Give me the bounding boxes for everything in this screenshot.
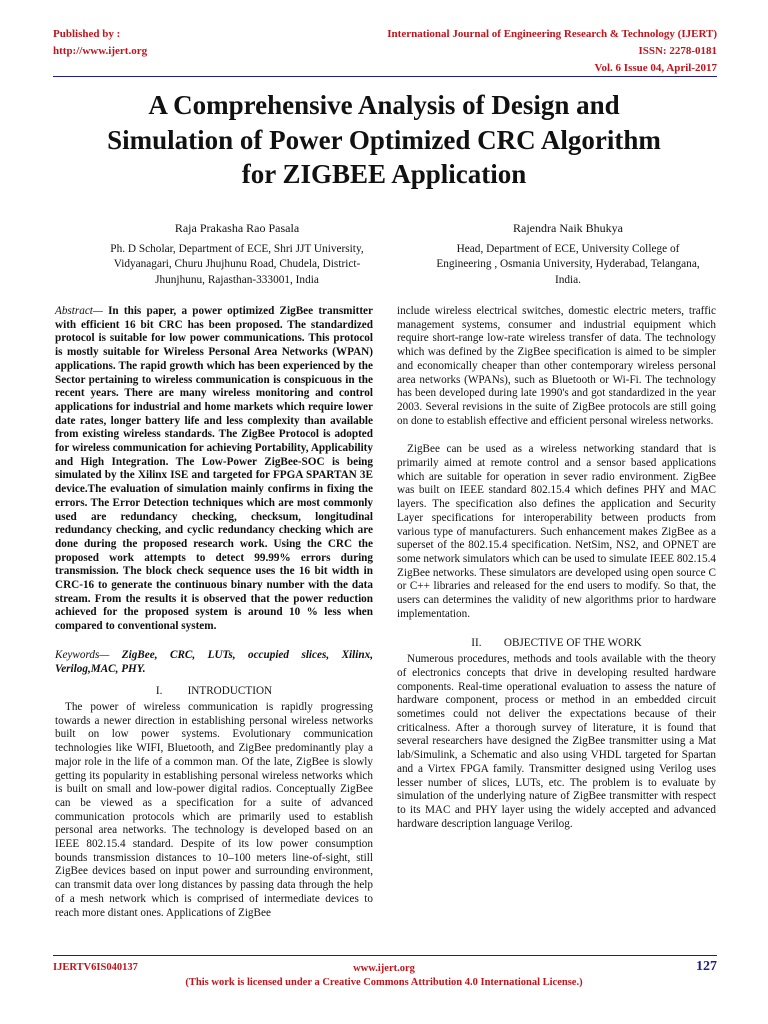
title-line-1: A Comprehensive Analysis of Design and bbox=[148, 90, 620, 120]
abstract-text: In this paper, a power optimized ZigBee transmitter with efficient 16 bit CRC has been proposed. The standardized protocol is suitable for low power communications. This protocol is mostly suitable for Wireless Personal Area Networks (WPAN) applications. The rapid growth which has been experienced by the Sector pertaining to wireless communication is conspicuous in the recent years. There are many wireless monitoring and control applications for industrial and home markets which require lower date rates, longer battery life and less complexity than available from existing wireless standards. The ZigBee Protocol is adopted for wireless communication for achieving Portability, Applicability and High Integration. The Low-Power ZigBee-SOC is being simulated by the Xilinx ISE and targeted for FPGA SPARTAN 3E device.The evaluation of simulation mainly confirms in fixing the errors. The Error Detection techniques which are most commonly used are redundancy checking, checksum, longitudinal redundancy checking, and cyclic redundancy checking which are done during the proposed research work. Using the CRC the proposed work attempts to detect 99.99% errors during transmission. The block check sequence uses the 16 bit width in CRC-16 to generate the continuous binary number with the data stream. From the results it is observed that the power reduction achieved for the proposed system is around 10 % less when compared to conventional system. bbox=[55, 305, 373, 633]
journal-url-link[interactable]: http://www.ijert.org bbox=[53, 45, 148, 57]
body-paragraph: ZigBee can be used as a wireless networking standard that is primarily aimed at remote control and a sensor based applications which are suitable for operation in sever radio environment. ZigBee was built on IEEE standard 802.15.4 which defines PHY and MAC layers. The specification also defines the application and Security Layer specifications for interoperability between products from various type of manufacturers. Such enhancement makes ZigBee as a superset of the 802.15.4 specification. NetSim, NS2, and OPNET are some network simulators which can be used to simulate IEEE 802.15.4 ZigBee networks. These simulators are developed using open source C or C++ libraries and released for the end users to modify. So that, the users can determines the validity of new algorithms prior to hardware implementation. bbox=[397, 443, 716, 620]
section-heading-objective: II. OBJECTIVE OF THE WORK bbox=[471, 637, 642, 650]
abstract-label: Abstract— bbox=[55, 305, 103, 317]
keywords-text: ZigBee, CRC, LUTs, occupied slices, Xilinx, Verilog,MAC, PHY. bbox=[55, 648, 373, 675]
author-name: Rajendra Naik Bhukya bbox=[513, 221, 623, 235]
title-line-3: for ZIGBEE Application bbox=[241, 159, 527, 189]
author-affiliation-line: Head, Department of ECE, University College of bbox=[456, 242, 680, 255]
author-block-1 bbox=[72, 221, 402, 288]
paper-title bbox=[40, 88, 728, 192]
author-block-2 bbox=[398, 221, 738, 288]
author-affiliation-line: Engineering , Osmania University, Hyderabad, Telangana, bbox=[436, 258, 700, 271]
header-divider bbox=[53, 76, 717, 77]
title-line-2: Simulation of Power Optimized CRC Algorithm bbox=[107, 124, 661, 155]
journal-name: International Journal of Engineering Research & Technology (IJERT) bbox=[387, 28, 717, 40]
published-by-label: Published by : bbox=[53, 28, 121, 40]
body-paragraph: include wireless electrical switches, domestic electric meters, traffic management systems, consumer and industrial equipment which require short-range low-rate wireless transfer of data. The technology which was defined by the ZigBee specification is aimed to be simpler and economically cheaper than other contemporary wireless personal area networks (WPANs), such as Bluetooth or Wi-Fi. The technology has been developed during late 1990's and got standardized in the year 2003. Several revisions in the suite of ZigBee protocols are still going on done to establish effective and efficient personal wireless networks. bbox=[397, 305, 716, 427]
objective-paragraph: Numerous procedures, methods and tools available with the theory of electronics concepts that drive in developing resulted hardware components. Real-time operational evaluation to assess the nature of hardware component, process or method in an embedded circuit sometimes could not deliver the expectations because of their criticalness. After a thorough survey of literature, it is found that several researchers have designed the ZigBee transmitter using a Mat lab/Simulink, a Schematic and also using VHDL targeted for Spartan and a Virtex FPGA family. Transmitter designed using Verilog uses lesser number of slices, LUTs, etc. The problem is to evaluate by simulation of the underlying nature of ZigBee transmitter with respect to its MAC and PHY layer using the widely accepted and advanced hardware description language Verilog. bbox=[397, 653, 716, 830]
footer-url-link[interactable]: www.ijert.org bbox=[353, 963, 415, 974]
issn: ISSN: 2278-0181 bbox=[638, 45, 717, 57]
keywords-label: Keywords— bbox=[55, 648, 110, 661]
left-column bbox=[55, 305, 373, 920]
license-note: (This work is licensed under a Creative Commons Attribution 4.0 International License.) bbox=[185, 977, 583, 988]
page-number: 127 bbox=[696, 959, 717, 974]
author-name: Raja Prakasha Rao Pasala bbox=[174, 221, 300, 235]
author-affiliation-line: Jhunjhunu, Rajasthan-333001, India bbox=[155, 273, 319, 286]
author-affiliation-line: India. bbox=[554, 273, 582, 286]
author-affiliation-line: Vidyanagari, Churu Jhujhunu Road, Chudela, District- bbox=[113, 258, 361, 271]
right-column bbox=[397, 305, 716, 831]
footer-divider bbox=[53, 955, 717, 956]
paper-id: IJERTV6IS040137 bbox=[53, 962, 138, 973]
header-left bbox=[53, 26, 147, 60]
introduction-paragraph: The power of wireless communication is rapidly progressing towards a newer direction in establishing personal wireless networks built on low power systems. Evolutionary communication technologies like WIFI, Bluetooth, and ZigBee predominantly play a major role in the life of a common man. Of the late, ZigBee is slowly getting its popularity in establishing personal wireless networks which is built on small and low-power digital radios. Conceptually ZigBee can be viewed as a specification for a suite of advanced communication protocols which are primarily used to establish personal area networks. The technology is developed based on an IEEE 802.15.4 standard. Despite of its low power consumption bounds transmission distances to 10–100 meters line-of-sight, still ZigBee devices based on input power and surrounding environment, can transmit data over long distances by passing data through the help of a mesh network which is comprised of intermediate devices to reach more distant ones. Applications of ZigBee bbox=[55, 700, 373, 919]
section-heading-introduction: I. INTRODUCTION bbox=[155, 685, 273, 698]
footer-center bbox=[0, 962, 768, 990]
header-right bbox=[387, 26, 717, 77]
abstract bbox=[55, 305, 373, 634]
volume-issue: Vol. 6 Issue 04, April-2017 bbox=[594, 62, 717, 74]
keywords bbox=[55, 649, 373, 676]
author-affiliation-line: Ph. D Scholar, Department of ECE, Shri JJT University, bbox=[110, 242, 364, 255]
